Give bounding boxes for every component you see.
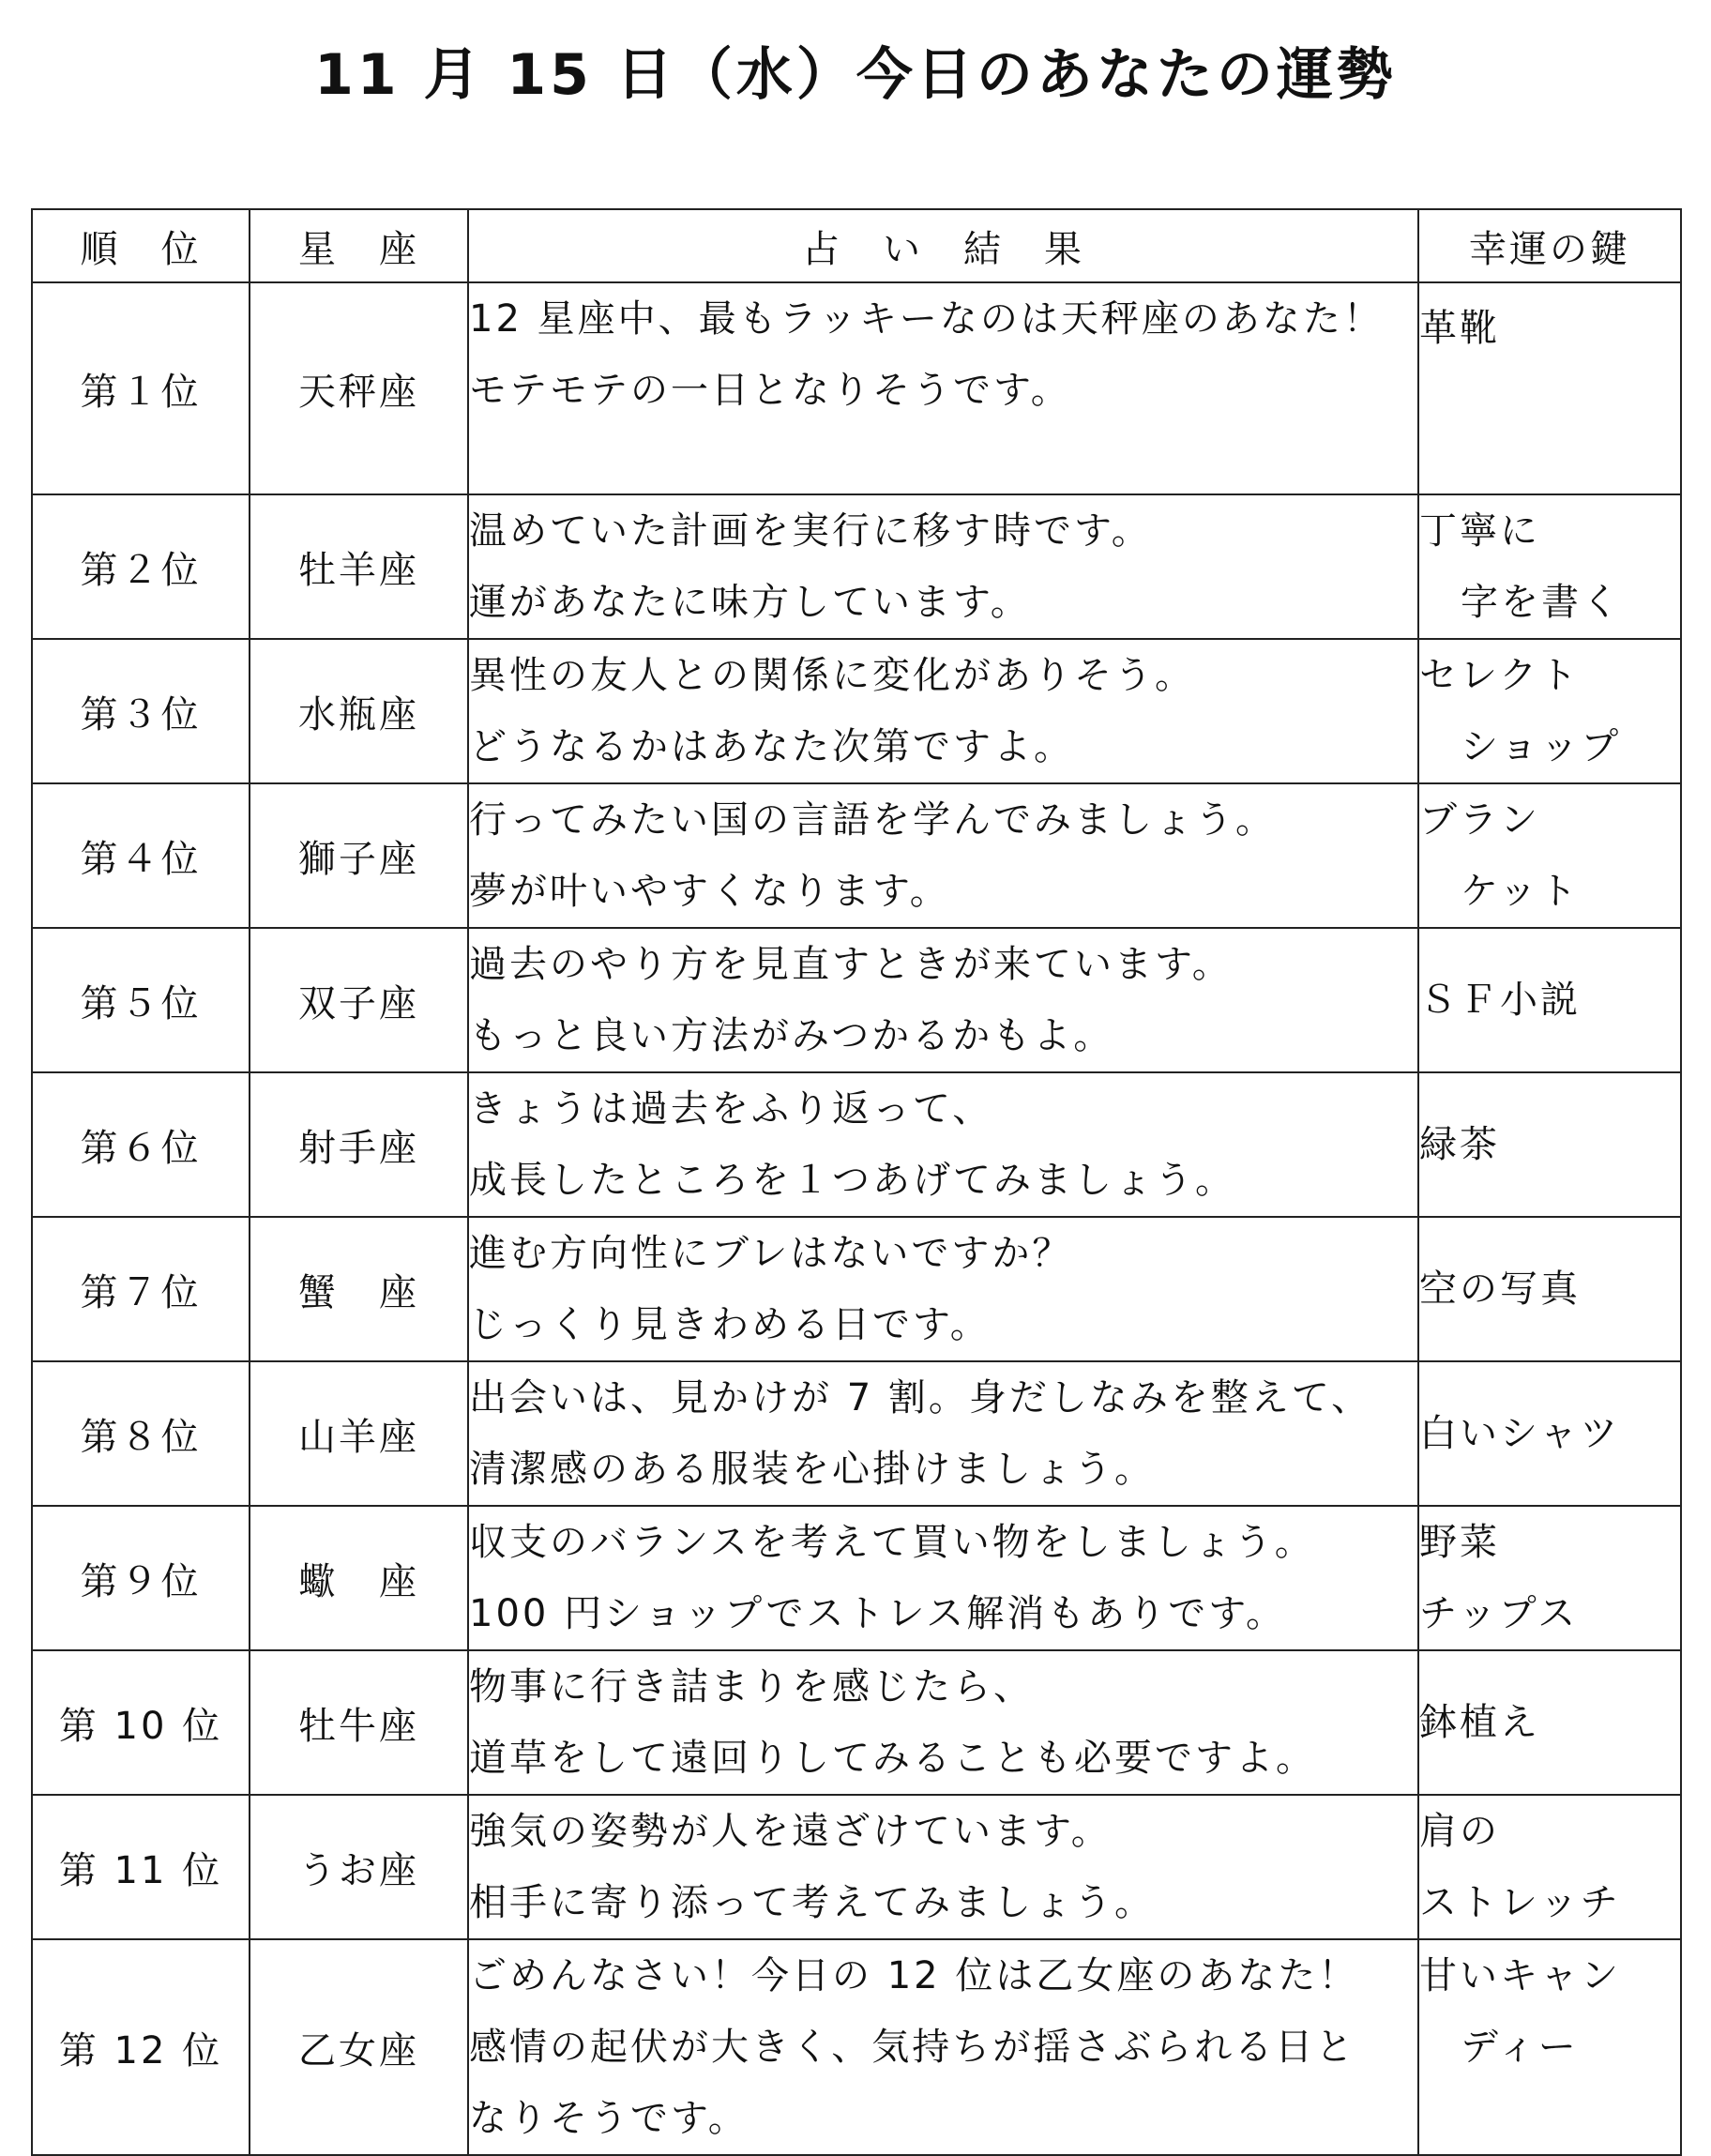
result-line: 100 円ショップでストレス解消もありです。	[469, 1592, 1287, 1635]
rank-cell: 第９位	[32, 1506, 250, 1650]
table-row	[32, 1072, 1681, 1217]
sign-cell: 射手座	[250, 1072, 468, 1217]
key-line: ケット	[1461, 870, 1580, 913]
sign-cell: 牡牛座	[250, 1650, 468, 1795]
table-row	[32, 1939, 1681, 2155]
result-cell	[468, 1939, 1418, 2155]
key-cell	[1418, 1072, 1681, 1217]
result-cell	[468, 494, 1418, 639]
rank-cell: 第 12 位	[32, 1939, 250, 2155]
key-cell	[1418, 783, 1681, 928]
key-line: 甘いキャン	[1419, 1954, 1621, 1997]
rank-cell: 第８位	[32, 1361, 250, 1506]
key-line: ＳＦ小説	[1419, 979, 1581, 1022]
table-row	[32, 1650, 1681, 1795]
rank-cell: 第５位	[32, 928, 250, 1072]
result-cell	[468, 1795, 1418, 1939]
key-line: ストレッチ	[1419, 1881, 1621, 1924]
sign-cell: 天秤座	[250, 282, 468, 494]
page-title: 11 月 15 日（水）今日のあなたの運勢	[314, 42, 1397, 108]
sign-cell: 牡羊座	[250, 494, 468, 639]
header-sign: 星 座	[250, 209, 468, 282]
key-cell	[1418, 1650, 1681, 1795]
table-row	[32, 1361, 1681, 1506]
result-line: 過去のやり方を見直すときが来ています。	[469, 943, 1233, 986]
header-result: 占 い 結 果	[468, 209, 1418, 282]
rank-cell: 第６位	[32, 1072, 250, 1217]
key-cell	[1418, 639, 1681, 783]
table-row	[32, 928, 1681, 1072]
result-line: もっと良い方法がみつかるかもよ。	[469, 1014, 1114, 1057]
result-line: じっくり見きわめる日です。	[469, 1303, 991, 1346]
key-cell	[1418, 1217, 1681, 1361]
key-cell	[1418, 282, 1681, 494]
result-line: モテモテの一日となりそうです。	[469, 369, 1071, 412]
table-row	[32, 1506, 1681, 1650]
key-line: 野菜	[1419, 1521, 1500, 1564]
key-line: 緑茶	[1419, 1123, 1500, 1166]
table-row	[32, 282, 1681, 494]
header-key: 幸運の鍵	[1418, 209, 1681, 282]
sign-cell: 蟹 座	[250, 1217, 468, 1361]
sign-cell: 蠍 座	[250, 1506, 468, 1650]
rank-cell: 第７位	[32, 1217, 250, 1361]
key-line: セレクト	[1419, 654, 1581, 697]
result-line: 12 星座中、最もラッキーなのは天秤座のあなた！	[469, 297, 1384, 341]
table-row	[32, 783, 1681, 928]
result-cell	[468, 1650, 1418, 1795]
table-row	[32, 494, 1681, 639]
sign-cell: 双子座	[250, 928, 468, 1072]
table-row	[32, 639, 1681, 783]
key-cell	[1418, 928, 1681, 1072]
key-line: ディー	[1461, 2026, 1579, 2069]
result-cell	[468, 639, 1418, 783]
table-row	[32, 1217, 1681, 1361]
result-line: 強気の姿勢が人を遠ざけています。	[469, 1810, 1112, 1853]
result-cell	[468, 1506, 1418, 1650]
result-line: 収支のバランスを考えて買い物をしましょう。	[469, 1521, 1315, 1564]
result-line: 清潔感のある服装を心掛けましょう。	[469, 1448, 1155, 1491]
result-cell	[468, 1217, 1418, 1361]
key-cell	[1418, 1795, 1681, 1939]
result-cell	[468, 1361, 1418, 1506]
result-line: 相手に寄り添って考えてみましょう。	[469, 1881, 1155, 1924]
rank-cell: 第３位	[32, 639, 250, 783]
key-line: ブラン	[1419, 798, 1540, 842]
key-line: 鉢植え	[1419, 1701, 1540, 1744]
key-cell	[1418, 494, 1681, 639]
rank-cell: 第 11 位	[32, 1795, 250, 1939]
result-line: 感情の起伏が大きく、気持ちが揺さぶられる日と	[469, 2026, 1356, 2069]
key-line: 肩の	[1419, 1810, 1500, 1853]
result-line: 進む方向性にブレはないですか？	[469, 1232, 1073, 1275]
key-line: 革靴	[1419, 307, 1500, 350]
result-line: 温めていた計画を実行に移す時です。	[469, 509, 1152, 553]
result-line: 行ってみたい国の言語を学んでみましょう。	[469, 798, 1276, 842]
result-cell	[468, 928, 1418, 1072]
result-line: 運があなたに味方しています。	[469, 581, 1031, 624]
fortune-table	[31, 208, 1682, 2156]
result-line: きょうは過去をふり返って、	[469, 1087, 993, 1131]
rank-cell: 第１位	[32, 282, 250, 494]
sign-cell: 山羊座	[250, 1361, 468, 1506]
header-row	[32, 209, 1681, 282]
result-line: 物事に行き詰まりを感じたら、	[469, 1665, 1034, 1708]
table-row	[32, 1795, 1681, 1939]
key-cell	[1418, 1361, 1681, 1506]
key-cell	[1418, 1939, 1681, 2155]
sign-cell: うお座	[250, 1795, 468, 1939]
key-cell	[1418, 1506, 1681, 1650]
result-line: 成長したところを１つあげてみましょう。	[469, 1159, 1235, 1202]
key-line: 空の写真	[1419, 1268, 1581, 1311]
result-line: 夢が叶いやすくなります。	[469, 870, 950, 913]
key-line: 白いシャツ	[1419, 1412, 1621, 1455]
key-line: チップス	[1419, 1592, 1579, 1635]
result-line: 異性の友人との関係に変化がありそう。	[469, 654, 1195, 697]
result-cell	[468, 282, 1418, 494]
result-line: 出会いは、見かけが 7 割。身だしなみを整えて、	[469, 1376, 1372, 1420]
result-cell	[468, 783, 1418, 928]
rank-cell: 第２位	[32, 494, 250, 639]
result-line: なりそうです。	[469, 2097, 749, 2140]
key-line: 字を書く	[1461, 581, 1622, 624]
result-line: ごめんなさい！今日の 12 位は乙女座のあなた！	[469, 1954, 1359, 1997]
sign-cell: 獅子座	[250, 783, 468, 928]
result-cell	[468, 1072, 1418, 1217]
result-line: どうなるかはあなた次第ですよ。	[469, 725, 1074, 768]
rank-cell: 第４位	[32, 783, 250, 928]
header-rank: 順 位	[32, 209, 250, 282]
key-line: ショップ	[1461, 725, 1622, 768]
key-line: 丁寧に	[1419, 509, 1540, 553]
rank-cell: 第 10 位	[32, 1650, 250, 1795]
sign-cell: 水瓶座	[250, 639, 468, 783]
sign-cell: 乙女座	[250, 1939, 468, 2155]
result-line: 道草をして遠回りしてみることも必要ですよ。	[469, 1737, 1316, 1780]
